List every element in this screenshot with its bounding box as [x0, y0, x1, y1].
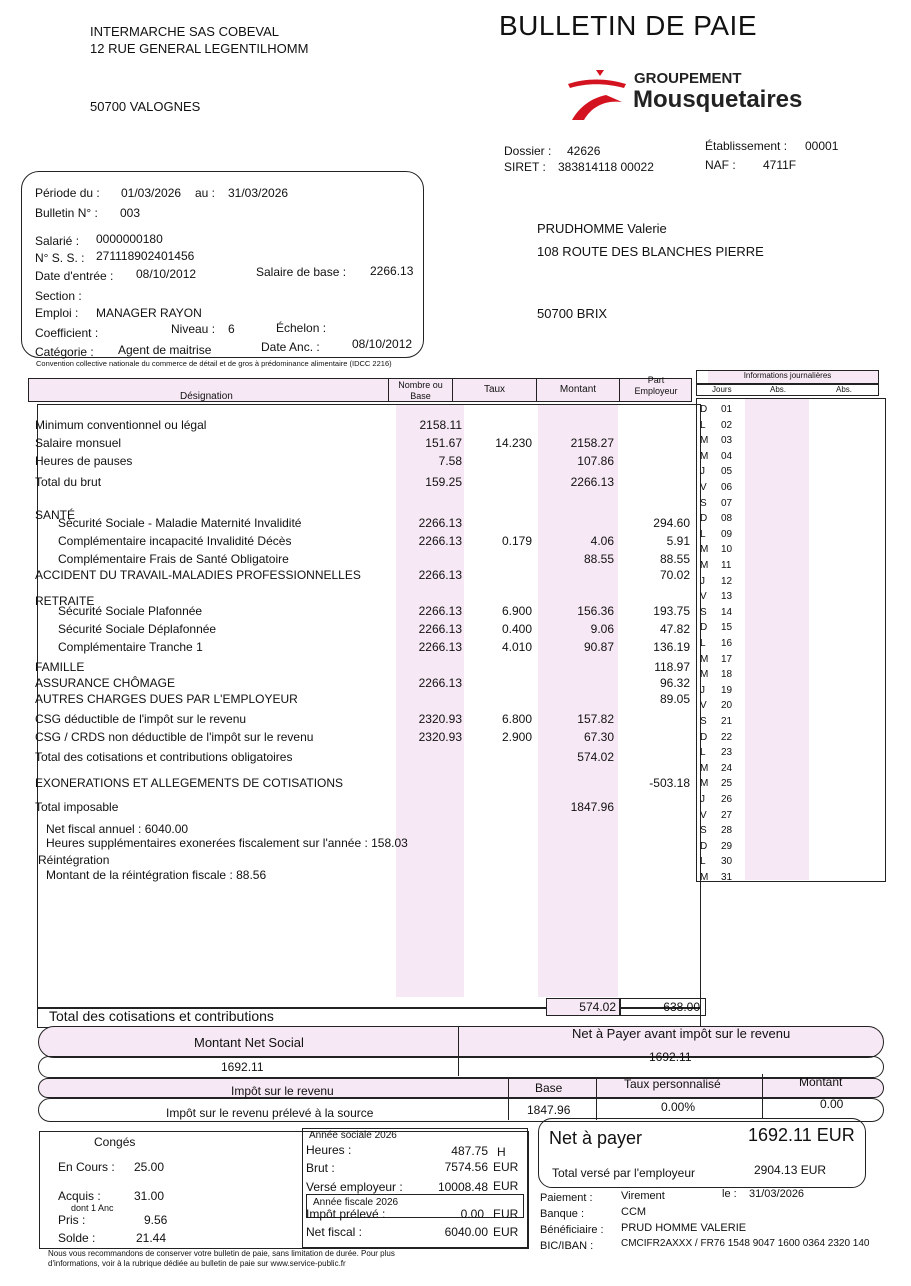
- row-label: Heures de pauses: [35, 454, 133, 468]
- day-letter: L: [700, 638, 706, 649]
- net-values-band: [38, 1056, 884, 1078]
- row-base: 2266.13: [418, 516, 462, 530]
- row-part: 88.55: [659, 552, 690, 566]
- net-a-payer-value: 1692.11 EUR: [748, 1125, 855, 1145]
- day-number: 03: [721, 435, 733, 447]
- etab-label: Établissement :: [705, 139, 788, 153]
- col-abs-1: Abs.: [770, 385, 787, 394]
- row-base: 2266.13: [418, 640, 462, 654]
- day-letter: M: [700, 560, 709, 571]
- row-base: 159.25: [425, 475, 462, 489]
- recipient-city: 50700 BRIX: [537, 306, 608, 321]
- row-part: 89.05: [659, 692, 690, 706]
- row-taux: 0.179: [501, 534, 532, 548]
- row-montant: 90.87: [583, 640, 614, 654]
- paiement-label: Paiement :: [540, 1192, 593, 1204]
- categorie-value: Agent de maitrise: [118, 343, 212, 357]
- anciennete-value: 08/10/2012: [352, 337, 413, 351]
- entree-label: Date d'entrée :: [35, 269, 114, 283]
- footer-line1: Nous vous recommandons de conserver votre bulletin de paie, sans limitation de durée. Pour plus: [48, 1249, 395, 1258]
- period-from-label: Période du :: [35, 186, 100, 200]
- row-label: Complémentaire Frais de Santé Obligatoire: [58, 552, 289, 566]
- row-montant: 156.36: [577, 604, 614, 618]
- bulletin-label: Bulletin N° :: [35, 206, 98, 220]
- day-number: 17: [721, 653, 733, 665]
- row-label: Salaire monsuel: [35, 436, 122, 450]
- row-part: 294.60: [653, 516, 690, 530]
- section-label: Section :: [35, 289, 82, 303]
- row-label: Minimum conventionnel ou légal: [35, 418, 207, 432]
- day-number: 07: [721, 497, 733, 509]
- logo-line2: Mousquetaires: [633, 86, 803, 113]
- col-jours: Jours: [712, 385, 732, 394]
- impot-header-band: [38, 1078, 884, 1098]
- net-avant-label: Net à Payer avant impôt sur le revenu: [572, 1026, 791, 1041]
- impot-taux-label: Taux personnalisé: [624, 1077, 721, 1091]
- emploi-label: Emploi :: [35, 306, 79, 320]
- day-number: 25: [721, 778, 733, 790]
- row-base: 2320.93: [418, 712, 462, 726]
- dossier-value: 42626: [567, 144, 601, 158]
- anciennete-label: Date Anc. :: [261, 340, 320, 354]
- row-label: AUTRES CHARGES DUES PAR L'EMPLOYEUR: [35, 692, 298, 706]
- day-number: 28: [721, 825, 733, 837]
- day-number: 29: [721, 840, 733, 852]
- heures-value: 487.75: [451, 1144, 488, 1158]
- row-montant: 574.02: [577, 750, 614, 764]
- day-number: 21: [721, 716, 733, 727]
- col-base: Base: [410, 391, 431, 401]
- row-montant: 2266.13: [570, 475, 614, 489]
- impot-preleve-unit: EUR: [493, 1207, 519, 1221]
- day-letter: S: [700, 716, 707, 727]
- verse-label: Versé employeur :: [306, 1180, 403, 1194]
- brut-value: 7574.56: [444, 1160, 488, 1174]
- day-number: 16: [721, 638, 733, 649]
- row-taux: 6.900: [501, 604, 532, 618]
- net-avant-value: 1692.11: [649, 1050, 692, 1064]
- impot-base-label: Base: [535, 1081, 563, 1095]
- row-taux: 4.010: [501, 640, 532, 654]
- annee-fiscale-title: Année fiscale 2026: [313, 1197, 399, 1208]
- impot-header: Impôt sur le revenu: [231, 1084, 334, 1098]
- row-montant: 1847.96: [570, 800, 614, 814]
- row-part: 193.75: [653, 604, 690, 618]
- row-montant: 9.06: [590, 622, 614, 636]
- day-letter: M: [700, 669, 709, 681]
- employer-city: 50700 VALOGNES: [90, 99, 201, 114]
- period-to: 31/03/2026: [228, 186, 289, 200]
- coefficient-label: Coefficient :: [35, 326, 99, 340]
- day-letter: J: [700, 466, 705, 478]
- row-taux: 2.900: [501, 730, 532, 744]
- impot-row-label: Impôt sur le revenu prélevé à la source: [166, 1106, 374, 1120]
- row-base: 7.58: [438, 454, 462, 468]
- row-montant: 88.55: [583, 552, 614, 566]
- totals-montant: 574.02: [579, 1000, 616, 1014]
- impot-base: 1847.96: [527, 1103, 571, 1117]
- row-base: 2266.13: [418, 534, 462, 548]
- row-part: 70.02: [659, 568, 690, 582]
- day-number: 22: [721, 731, 733, 743]
- row-part: 5.91: [666, 534, 690, 548]
- row-label: Complémentaire incapacité Invalidité Décès: [58, 534, 292, 548]
- day-letter: S: [700, 606, 707, 618]
- conges-solde-label: Solde :: [58, 1231, 96, 1245]
- heures-unit: H: [497, 1145, 506, 1159]
- col-nombre: Nombre ou: [398, 380, 443, 390]
- period-to-label: au :: [195, 186, 216, 200]
- conges-pris-label: Pris :: [58, 1213, 86, 1227]
- convention: Convention collective nationale du commerce de détail et de gros à prédominance alimentaire (IDCC 2216): [36, 359, 392, 368]
- row-part: 47.82: [659, 622, 690, 636]
- row-label: ACCIDENT DU TRAVAIL-MALADIES PROFESSIONNELLES: [35, 568, 361, 582]
- logo-line1: GROUPEMENT: [634, 70, 742, 87]
- conges-acquis: 31.00: [134, 1189, 165, 1203]
- net-fiscal-value: 6040.00: [444, 1225, 488, 1239]
- impot-montant: 0.00: [820, 1097, 844, 1111]
- col-part: Part: [647, 375, 665, 385]
- employer-name: INTERMARCHE SAS COBEVAL: [90, 24, 280, 39]
- row-base: 2158.11: [419, 418, 462, 432]
- row-label: Complémentaire Tranche 1: [58, 640, 203, 654]
- verse-value: 10008.48: [437, 1180, 488, 1194]
- iban-value: CMCIFR2AXXX / FR76 1548 9047 1600 0364 2320 140: [621, 1238, 870, 1249]
- net-fiscal-label: Net fiscal :: [306, 1225, 363, 1239]
- siret-label: SIRET :: [504, 160, 546, 174]
- employer-address: 12 RUE GENERAL LEGENTILHOMM: [90, 41, 309, 56]
- brut-unit: EUR: [493, 1160, 519, 1174]
- row-part: 118.97: [654, 660, 690, 674]
- row-label: CSG déductible de l'impôt sur le revenu: [35, 712, 247, 726]
- day-letter: V: [700, 809, 707, 821]
- paiement-value: Virement: [621, 1190, 665, 1202]
- day-letter: S: [700, 497, 707, 509]
- nss-label: N° S. S. :: [35, 251, 85, 265]
- net-a-payer-label: Net à payer: [549, 1128, 643, 1148]
- banque-value: CCM: [621, 1206, 647, 1218]
- col-employeur: Employeur: [634, 386, 678, 396]
- day-letter: V: [700, 591, 707, 603]
- day-number: 26: [721, 794, 733, 805]
- day-letter: L: [700, 528, 706, 540]
- day-number: 18: [721, 669, 733, 681]
- bulletin-number: 003: [120, 206, 141, 220]
- naf-label: NAF :: [705, 158, 736, 172]
- day-number: 14: [721, 606, 733, 618]
- date-paiement-label: le :: [722, 1188, 737, 1200]
- day-letter: M: [700, 435, 709, 447]
- day-number: 31: [721, 872, 733, 883]
- day-number: 15: [721, 622, 733, 634]
- row-taux: 6.800: [501, 712, 532, 726]
- row-montant: 2158.27: [570, 436, 614, 450]
- day-number: 02: [721, 419, 733, 431]
- day-number: 04: [721, 450, 733, 462]
- day-letter: M: [700, 544, 709, 556]
- total-verse-label: Total versé par l'employeur: [552, 1166, 696, 1180]
- col-taux: Taux: [483, 384, 506, 395]
- row-label: Sécurité Sociale Déplafonnée: [58, 622, 217, 636]
- day-number: 05: [721, 466, 733, 478]
- day-letter: M: [700, 872, 709, 883]
- note-line: Montant de la réintégration fiscale : 88.56: [46, 868, 267, 882]
- entree-value: 08/10/2012: [136, 267, 197, 281]
- day-letter: M: [700, 762, 709, 774]
- row-base: 2266.13: [418, 622, 462, 636]
- info-title: Informations journalières: [743, 371, 832, 380]
- nss-value: 271118902401456: [96, 249, 195, 263]
- conges-encours: 25.00: [134, 1160, 165, 1174]
- day-letter: L: [700, 856, 706, 868]
- row-montant: 4.06: [590, 534, 614, 548]
- heures-label: Heures :: [306, 1143, 352, 1157]
- row-label: EXONERATIONS ET ALLEGEMENTS DE COTISATIONS: [35, 776, 344, 790]
- day-number: 09: [721, 528, 733, 540]
- day-number: 30: [721, 856, 733, 868]
- siret-value: 383814118 00022: [558, 160, 654, 174]
- day-letter: V: [700, 482, 707, 493]
- niveau-label: Niveau :: [171, 322, 216, 336]
- base-salary-label: Salaire de base :: [256, 265, 347, 279]
- row-label: Total des cotisations et contributions obligatoires: [35, 750, 293, 764]
- iban-label: BIC/IBAN :: [540, 1240, 594, 1252]
- row-label: CSG / CRDS non déductible de l'impôt sur le revenu: [35, 730, 314, 744]
- row-label: FAMILLE: [35, 660, 85, 674]
- row-base: 2266.13: [418, 568, 462, 582]
- day-letter: D: [700, 513, 708, 525]
- row-label: Sécurité Sociale - Maladie Maternité Invalidité: [58, 516, 302, 530]
- impot-preleve-label: Impôt prélevé :: [306, 1207, 386, 1221]
- brut-label: Brut :: [306, 1161, 335, 1175]
- col-designation: Désignation: [180, 391, 233, 402]
- row-label: RETRAITE: [35, 594, 95, 608]
- verse-unit: EUR: [493, 1179, 519, 1193]
- row-taux: 14.230: [495, 436, 532, 450]
- row-base: 151.67: [425, 436, 462, 450]
- impot-taux: 0.00%: [661, 1100, 696, 1114]
- day-letter: J: [700, 794, 705, 805]
- beneficiaire-value: PRUD HOMME VALERIE: [621, 1222, 747, 1234]
- note-line: Heures supplémentaires exonerées fiscalement sur l'année : 158.03: [46, 836, 408, 850]
- day-letter: M: [700, 653, 709, 665]
- day-number: 27: [721, 809, 733, 821]
- conges-title: Congés: [94, 1135, 136, 1149]
- day-letter: M: [700, 778, 709, 790]
- row-base: 2266.13: [418, 676, 462, 690]
- day-number: 01: [721, 404, 733, 415]
- day-letter: D: [700, 622, 708, 634]
- annee-sociale-title: Année sociale 2026: [309, 1130, 397, 1141]
- impot-montant-label: Montant: [799, 1075, 843, 1089]
- niveau-value: 6: [228, 322, 235, 336]
- row-label: Sécurité Sociale Plafonnée: [58, 604, 203, 618]
- document-title: BULLETIN DE PAIE: [499, 10, 758, 41]
- echelon-label: Échelon :: [276, 321, 327, 335]
- net-social-value: 1692.11: [221, 1060, 264, 1074]
- row-base: 2320.93: [418, 730, 462, 744]
- day-letter: D: [700, 731, 708, 743]
- day-letter: M: [700, 450, 709, 462]
- net-social-label: Montant Net Social: [194, 1035, 304, 1050]
- day-letter: J: [700, 575, 705, 587]
- note-line: Réintégration: [38, 853, 110, 867]
- banque-label: Banque :: [540, 1208, 585, 1220]
- recipient-address: 108 ROUTE DES BLANCHES PIERRE: [537, 244, 764, 259]
- row-label: ASSURANCE CHÔMAGE: [35, 676, 176, 690]
- day-number: 11: [721, 560, 732, 571]
- day-number: 13: [721, 591, 733, 603]
- row-montant: 157.82: [577, 712, 614, 726]
- day-letter: J: [700, 684, 705, 696]
- row-base: 2266.13: [418, 604, 462, 618]
- day-letter: V: [700, 700, 707, 712]
- salarie-label: Salarié :: [35, 234, 80, 248]
- row-part: -503.18: [649, 776, 690, 790]
- beneficiaire-label: Bénéficiaire :: [540, 1224, 604, 1236]
- row-taux: 0.400: [501, 622, 532, 636]
- period-from: 01/03/2026: [121, 186, 182, 200]
- day-number: 24: [721, 762, 733, 774]
- day-number: 10: [721, 544, 733, 556]
- footer-line2: d'informations, voir à la rubrique dédiée au bulletin de paie sur www.service-public.fr: [48, 1259, 346, 1268]
- conges-pris: 9.56: [144, 1213, 168, 1227]
- conges-encours-label: En Cours :: [58, 1160, 115, 1174]
- note-line: Net fiscal annuel : 6040.00: [46, 822, 189, 836]
- impot-preleve-value: 0.00: [460, 1207, 484, 1221]
- day-number: 19: [721, 684, 733, 696]
- date-paiement-value: 31/03/2026: [749, 1188, 805, 1200]
- day-letter: D: [700, 404, 708, 415]
- naf-value: 4711F: [763, 158, 797, 172]
- day-letter: L: [700, 747, 706, 759]
- day-letter: L: [700, 419, 706, 431]
- totals-label: Total des cotisations et contributions: [49, 1008, 274, 1024]
- categorie-label: Catégorie :: [35, 345, 94, 359]
- day-number: 12: [721, 575, 733, 587]
- recipient-name: PRUDHOMME Valerie: [537, 221, 667, 236]
- table-body: [37, 404, 701, 1008]
- etab-value: 00001: [805, 139, 839, 153]
- day-letter: S: [700, 825, 707, 837]
- col-abs-2: Abs.: [836, 385, 853, 394]
- dossier-label: Dossier :: [504, 144, 552, 158]
- salarie-value: 0000000180: [96, 232, 163, 246]
- row-label: Total du brut: [35, 475, 102, 489]
- total-verse-value: 2904.13 EUR: [754, 1163, 827, 1177]
- day-number: 23: [721, 747, 733, 759]
- row-label: SANTÉ: [35, 508, 76, 522]
- emploi-value: MANAGER RAYON: [96, 306, 202, 320]
- col-montant: Montant: [559, 384, 597, 395]
- row-part: 136.19: [653, 640, 690, 654]
- row-montant: 67.30: [583, 730, 614, 744]
- day-number: 06: [721, 482, 733, 493]
- conges-dont: dont 1 Anc: [71, 1203, 114, 1213]
- conges-solde: 21.44: [136, 1231, 167, 1245]
- row-montant: 107.86: [577, 454, 614, 468]
- totals-part: 638.00: [663, 1000, 700, 1014]
- base-salary-value: 2266.13: [370, 264, 414, 278]
- row-part: 96.32: [659, 676, 690, 690]
- day-letter: D: [700, 840, 708, 852]
- row-label: Total imposable: [35, 800, 119, 814]
- net-fiscal-unit: EUR: [493, 1225, 519, 1239]
- mousquetaires-logo-icon: [566, 68, 628, 122]
- conges-acquis-label: Acquis :: [58, 1189, 101, 1203]
- day-number: 20: [721, 700, 733, 712]
- day-number: 08: [721, 513, 733, 525]
